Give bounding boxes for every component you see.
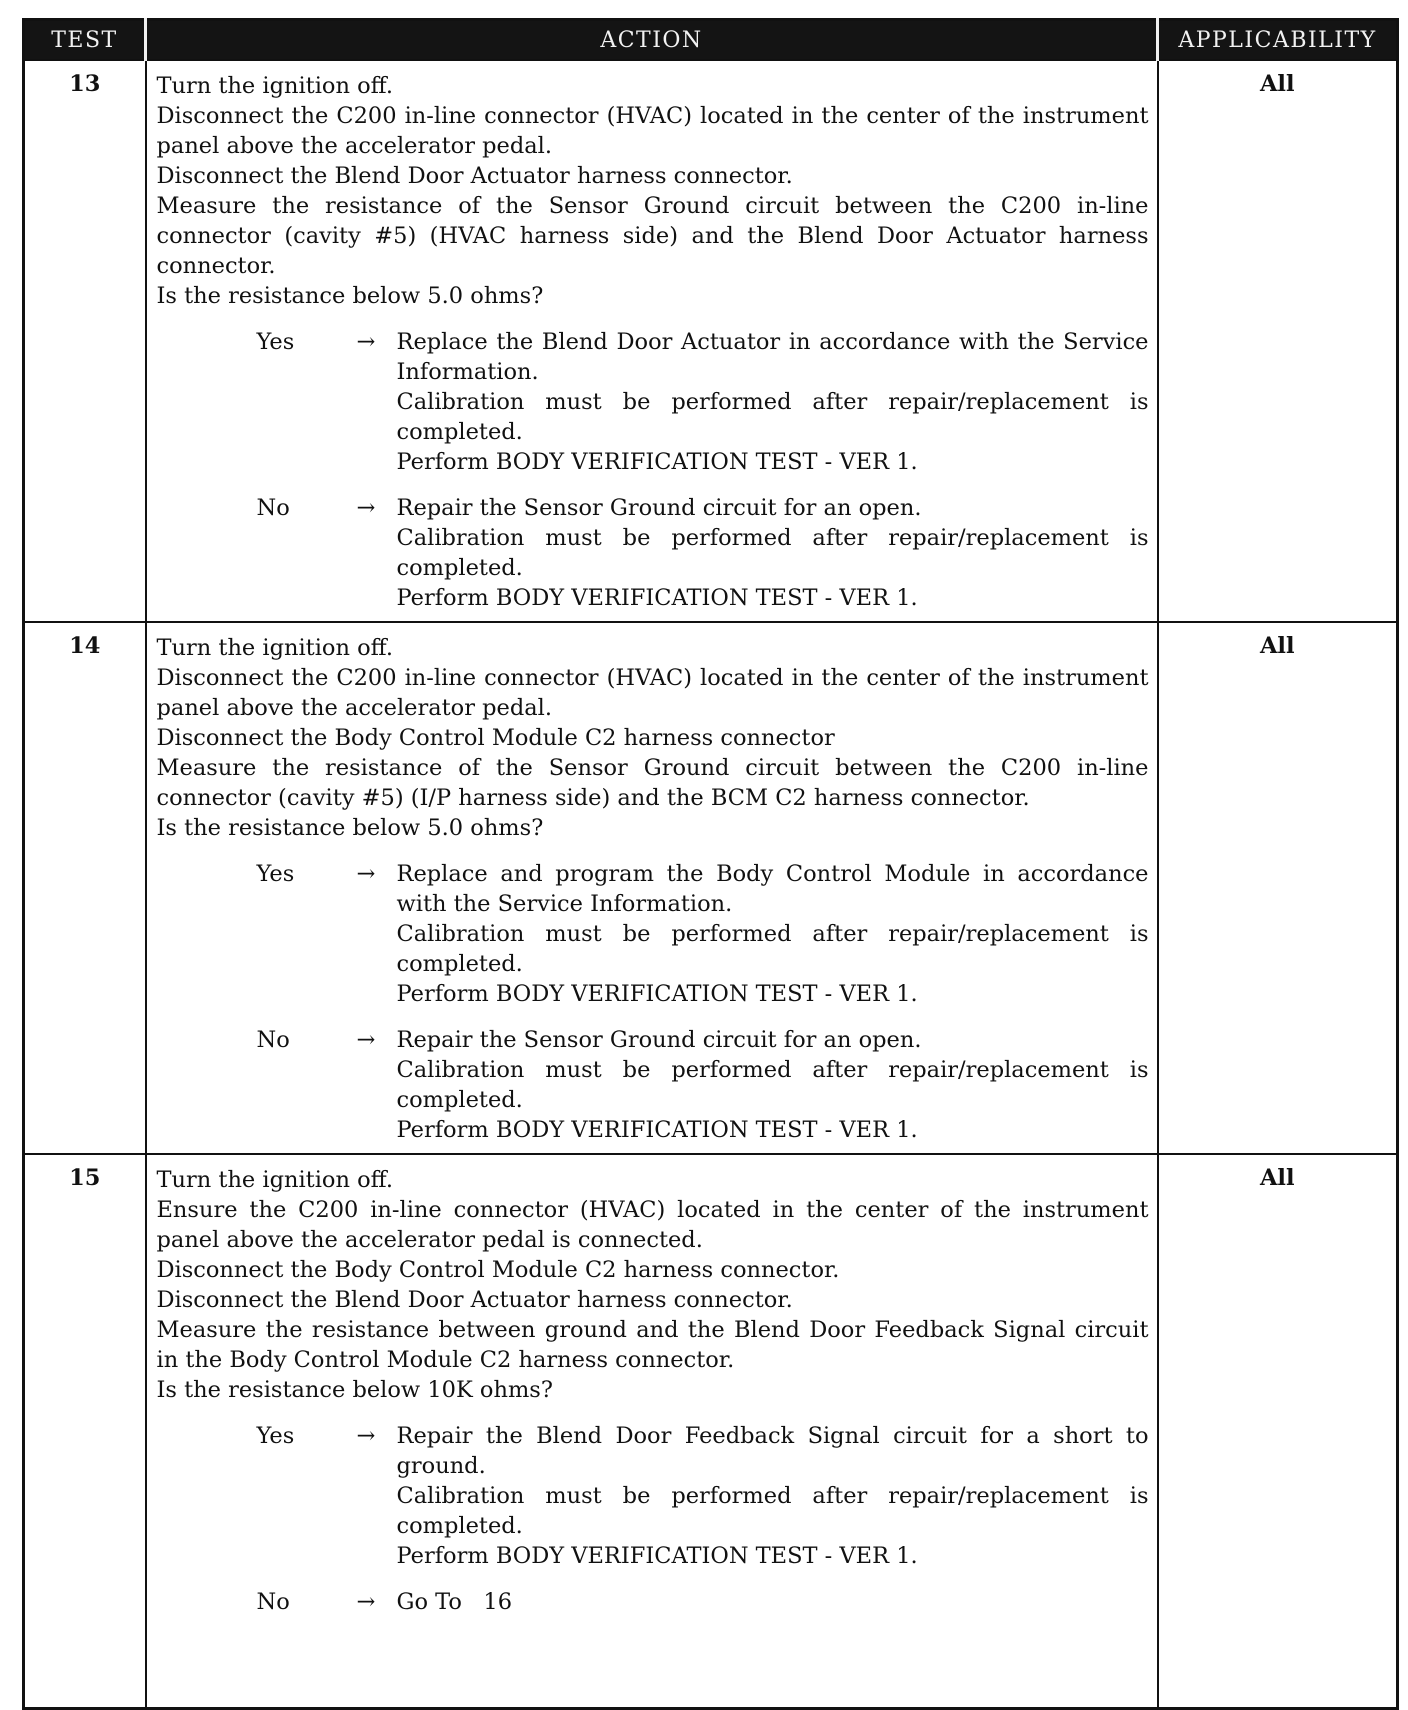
test-number: 14 bbox=[24, 622, 146, 1154]
yes-label: Yes bbox=[256, 1423, 295, 1449]
yes-result bbox=[157, 327, 1149, 477]
no-label: No bbox=[256, 1589, 290, 1615]
action-step: Measure the resistance between ground and the Blend Door Feedback Signal circuit in the Body Control Module C2 harness connector. bbox=[156, 1317, 1149, 1373]
no-result bbox=[157, 1025, 1149, 1145]
yes-instructions bbox=[397, 327, 1149, 477]
test-number: 13 bbox=[24, 60, 146, 622]
action-step: Ensure the C200 in-line connector (HVAC) located in the center of the instrument panel above the accelerator pedal is connected. bbox=[156, 1197, 1149, 1253]
action-step: Disconnect the Blend Door Actuator harness connector. bbox=[156, 163, 793, 189]
table-row bbox=[24, 622, 1398, 1154]
result-line: Calibration must be performed after repair/replacement is completed. bbox=[396, 525, 1149, 581]
no-instructions bbox=[397, 1587, 1149, 1617]
action-question: Is the resistance below 10K ohms? bbox=[156, 1377, 553, 1403]
right-arrow-icon: → bbox=[356, 329, 376, 355]
result-line: Calibration must be performed after repair/replacement is completed. bbox=[396, 389, 1149, 445]
test-action bbox=[146, 622, 1158, 1154]
result-line: Calibration must be performed after repair/replacement is completed. bbox=[396, 921, 1149, 977]
table-row bbox=[24, 1154, 1398, 1708]
result-line: Repair the Sensor Ground circuit for an open. bbox=[396, 1027, 922, 1053]
no-instructions bbox=[397, 1025, 1149, 1145]
action-step: Disconnect the C200 in-line connector (HVAC) located in the center of the instrument panel above the accelerator pedal. bbox=[156, 665, 1149, 721]
test-action bbox=[146, 60, 1158, 622]
right-arrow-icon: → bbox=[356, 495, 376, 521]
result-line: Perform BODY VERIFICATION TEST - VER 1. bbox=[396, 585, 918, 611]
action-step: Turn the ignition off. bbox=[156, 73, 393, 99]
test-action bbox=[146, 1154, 1158, 1708]
action-step: Measure the resistance of the Sensor Ground circuit between the C200 in-line connector (cavity #5) (I/P harness side) and the BCM C2 harness connector. bbox=[156, 755, 1149, 811]
no-instructions bbox=[397, 493, 1149, 613]
action-step: Disconnect the Body Control Module C2 harness connector bbox=[156, 725, 835, 751]
yes-result bbox=[157, 859, 1149, 1009]
action-step: Measure the resistance of the Sensor Ground circuit between the C200 in-line connector (cavity #5) (HVAC harness side) and the Blend Door Actuator harness connector. bbox=[156, 193, 1149, 279]
result-line: Calibration must be performed after repair/replacement is completed. bbox=[396, 1057, 1149, 1113]
action-question: Is the resistance below 5.0 ohms? bbox=[156, 283, 544, 309]
action-step: Turn the ignition off. bbox=[156, 635, 393, 661]
diagnostic-test-table bbox=[22, 18, 1399, 1710]
result-line: Perform BODY VERIFICATION TEST - VER 1. bbox=[396, 981, 918, 1007]
result-line: Perform BODY VERIFICATION TEST - VER 1. bbox=[396, 449, 918, 475]
goto-line: Go To 16 bbox=[396, 1589, 513, 1615]
action-step: Disconnect the C200 in-line connector (HVAC) located in the center of the instrument panel above the accelerator pedal. bbox=[156, 103, 1149, 159]
no-label: No bbox=[256, 1027, 290, 1053]
action-question: Is the resistance below 5.0 ohms? bbox=[156, 815, 544, 841]
right-arrow-icon: → bbox=[356, 1027, 376, 1053]
no-result bbox=[157, 493, 1149, 613]
yes-instructions bbox=[397, 859, 1149, 1009]
test-applicability: All bbox=[1158, 60, 1398, 622]
test-applicability: All bbox=[1158, 1154, 1398, 1708]
right-arrow-icon: → bbox=[356, 861, 376, 887]
result-line: Repair the Sensor Ground circuit for an open. bbox=[396, 495, 922, 521]
result-line: Perform BODY VERIFICATION TEST - VER 1. bbox=[396, 1117, 918, 1143]
right-arrow-icon: → bbox=[356, 1423, 376, 1449]
yes-label: Yes bbox=[256, 329, 295, 355]
test-number: 15 bbox=[24, 1154, 146, 1708]
table-header-row bbox=[24, 20, 1398, 61]
yes-instructions bbox=[397, 1421, 1149, 1571]
right-arrow-icon: → bbox=[356, 1589, 376, 1615]
no-label: No bbox=[256, 495, 290, 521]
header-action: ACTION bbox=[146, 20, 1158, 61]
yes-result bbox=[157, 1421, 1149, 1571]
result-line: Replace the Blend Door Actuator in accordance with the Service Information. bbox=[396, 329, 1149, 385]
result-line: Calibration must be performed after repair/replacement is completed. bbox=[396, 1483, 1149, 1539]
header-test: TEST bbox=[24, 20, 146, 61]
no-result bbox=[157, 1587, 1149, 1617]
table-row bbox=[24, 60, 1398, 622]
action-step: Disconnect the Body Control Module C2 harness connector. bbox=[156, 1257, 840, 1283]
result-line: Replace and program the Body Control Module in accordance with the Service Information. bbox=[396, 861, 1149, 917]
test-applicability: All bbox=[1158, 622, 1398, 1154]
action-step: Turn the ignition off. bbox=[156, 1167, 393, 1193]
result-line: Perform BODY VERIFICATION TEST - VER 1. bbox=[396, 1543, 918, 1569]
result-line: Repair the Blend Door Feedback Signal circuit for a short to ground. bbox=[396, 1423, 1149, 1479]
header-applicability: APPLICABILITY bbox=[1158, 20, 1398, 61]
action-step: Disconnect the Blend Door Actuator harness connector. bbox=[156, 1287, 793, 1313]
yes-label: Yes bbox=[256, 861, 295, 887]
